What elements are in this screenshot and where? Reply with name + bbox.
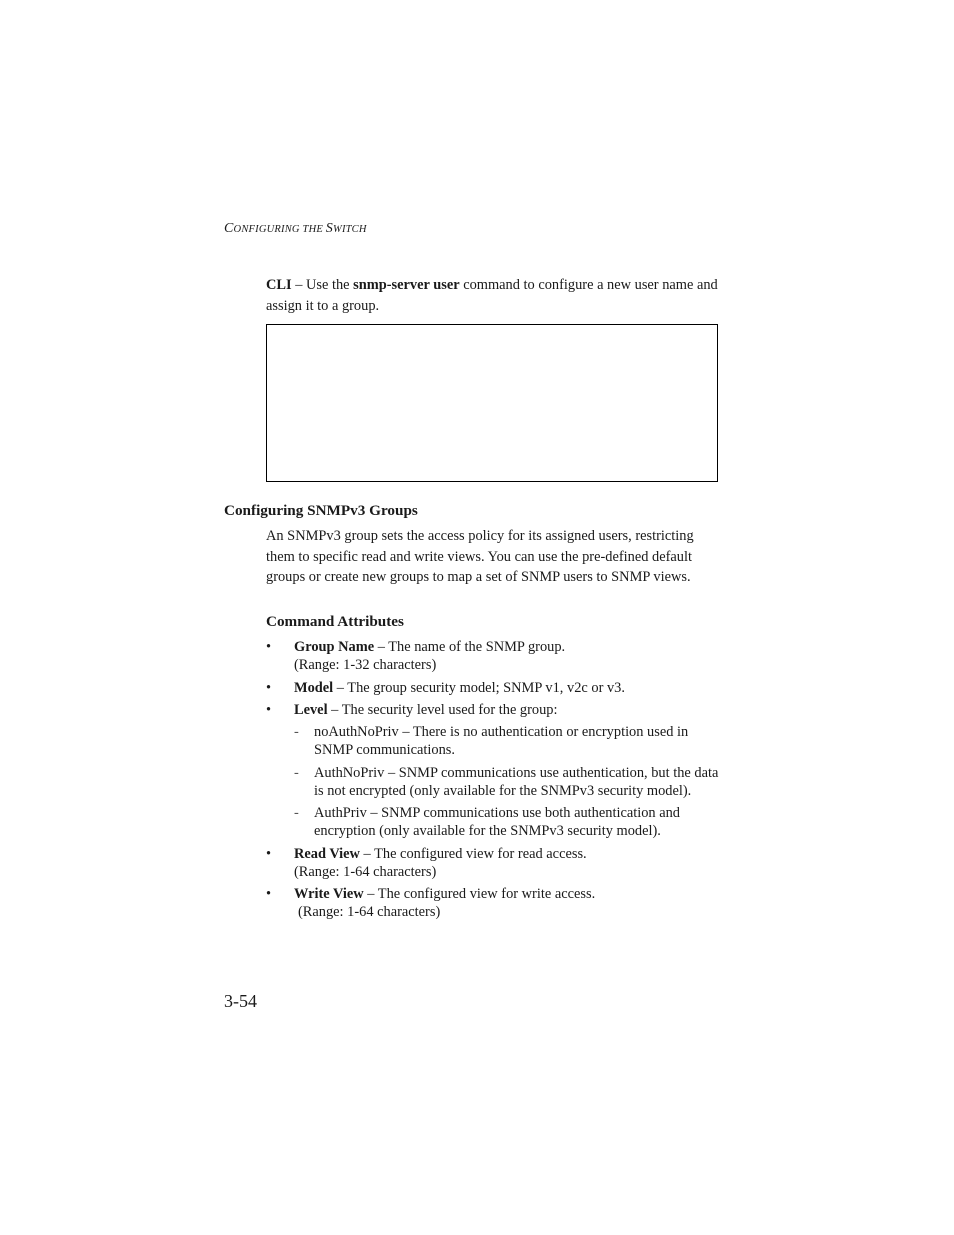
- model-term: Model: [294, 679, 334, 696]
- bullet-icon: •: [266, 886, 272, 902]
- running-header: [224, 221, 367, 237]
- level-option-authpriv: [294, 804, 726, 840]
- group-name-range: (Range: 1-32 characters): [294, 657, 437, 673]
- running-header-initial-2: S: [325, 221, 333, 236]
- write-view-term: Write View: [294, 886, 364, 902]
- read-view-term: Read View: [294, 845, 360, 862]
- dash-icon: -: [294, 764, 299, 781]
- bullet-icon: •: [266, 845, 272, 862]
- model-desc: – The group security model; SNMP v1, v2c or v3.: [333, 679, 625, 696]
- bullet-icon: •: [266, 679, 272, 696]
- read-view-range: (Range: 1-64 characters): [294, 863, 437, 880]
- section-intro: An SNMPv3 group sets the access policy for its assigned users, restricting them to specific read and write views. You can use the pre-defined default groups or create new groups to map a set of SNMP users to SNMP views.: [266, 528, 694, 585]
- cli-example-box: [266, 324, 718, 482]
- cli-text-1: – Use the: [291, 277, 354, 293]
- command-attributes-heading: Command Attributes: [266, 613, 404, 630]
- level-option-noauthnopriv: [294, 723, 726, 759]
- cli-text-2: command to configure a new user name and assign it to a group.: [266, 277, 718, 314]
- bullet-icon: •: [266, 702, 272, 718]
- group-name-desc: – The name of the SNMP group.: [374, 639, 566, 655]
- dash-icon: -: [294, 805, 299, 821]
- level-options: [294, 723, 726, 840]
- page-number: 3-54: [224, 991, 257, 1011]
- level-desc: – The security level used for the group:: [327, 702, 558, 718]
- running-header-smallcaps-2: WITCH: [333, 224, 367, 235]
- cli-label: CLI: [266, 277, 292, 293]
- list-item-write-view: [266, 885, 726, 921]
- running-header-smallcaps-1: ONFIGURING THE: [233, 224, 326, 235]
- group-name-term: Group Name: [294, 639, 375, 655]
- dash-icon: -: [294, 724, 299, 740]
- level-term: Level: [294, 702, 328, 718]
- write-view-range: (Range: 1-64 characters): [298, 904, 441, 920]
- write-view-desc: – The configured view for write access.: [363, 886, 596, 902]
- level-option-authnopriv: [294, 764, 726, 800]
- bullet-icon: •: [266, 639, 272, 655]
- list-item-read-view: [266, 845, 726, 881]
- level-option-text: AuthPriv – SNMP communications use both authentication and encryption (only available for the SNMPv3 security model).: [314, 805, 680, 839]
- running-header-initial-1: C: [224, 221, 234, 236]
- list-item-group-name: [266, 638, 726, 674]
- level-option-text: AuthNoPriv – SNMP communications use authentication, but the data is not encrypted (only available for the SNMPv3 security model).: [314, 764, 719, 799]
- read-view-desc: – The configured view for read access.: [359, 845, 587, 862]
- attributes-list: [266, 638, 726, 926]
- cli-paragraph: [266, 275, 726, 316]
- cli-command: snmp-server user: [353, 277, 460, 293]
- level-option-text: noAuthNoPriv – There is no authentication or encryption used in SNMP communications.: [314, 724, 689, 758]
- list-item-model: [266, 679, 726, 697]
- section-heading: Configuring SNMPv3 Groups: [224, 502, 418, 519]
- list-item-level: [266, 701, 726, 840]
